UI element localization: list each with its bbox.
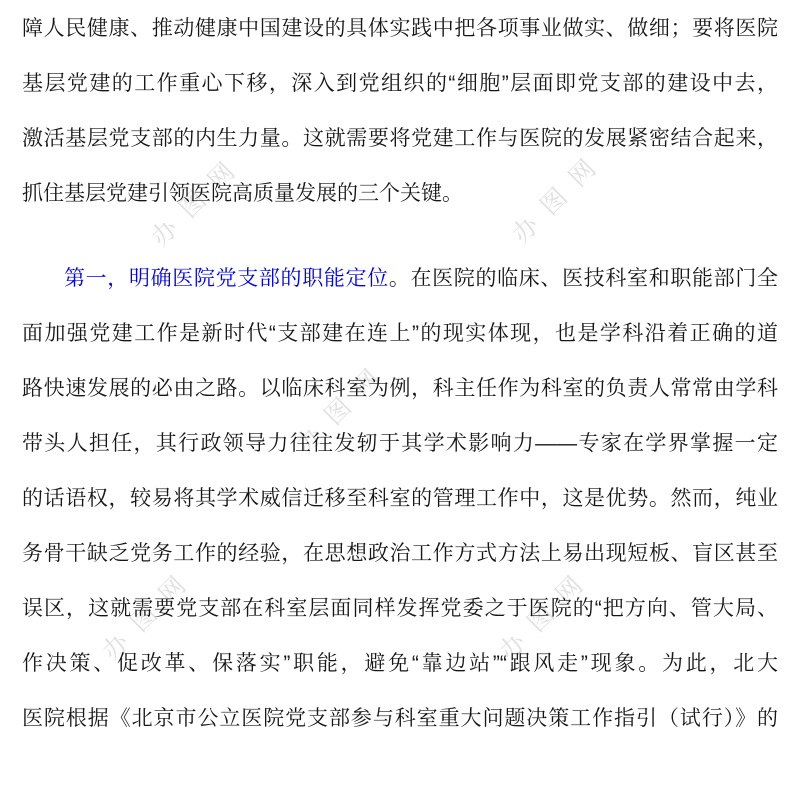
text-line: 医院根据《北京市公立医院党支部参与科室重大问题决策工作指引（试行）》的: [22, 707, 778, 730]
text-line: 基层党建的工作重心下移，深入到党组织的“细胞”层面即党支部的建设中去，: [22, 72, 778, 95]
watermark: 办图网: [494, 561, 599, 666]
text-line: 作决策、促改革、保落实”职能，避免“靠边站”“跟风走”现象。为此，北大: [22, 652, 778, 675]
text-line: 误区，这就需要党支部在科室层面同样发挥党委之于医院的“把方向、管大局、: [22, 597, 778, 620]
text-line: 的话语权，较易将其学术威信迁移至科室的管理工作中，这是优势。然而，纯业: [22, 487, 778, 510]
text-line: 面加强党建工作是新时代“支部建在连上”的现实体现，也是学科沿着正确的道: [22, 322, 778, 345]
text-line: 路快速发展的必由之路。以临床科室为例，科主任作为科室的负责人常常由学科: [22, 377, 778, 400]
paragraph-1: [22, 1, 778, 221]
document-body: [22, 1, 778, 746]
text-line: 抓住基层党建引领医院高质量发展的三个关键。: [22, 182, 463, 205]
text-line: 带头人担任，其行政领导力往往发轫于其学术影响力——专家在学界掌握一定: [22, 432, 778, 455]
text-line: 务骨干缺乏党务工作的经验，在思想政治工作方式方法上易出现短板、盲区甚至: [22, 542, 778, 565]
watermark: 办图网: [146, 147, 251, 252]
paragraph-2: [22, 251, 778, 746]
text-run: 。在医院的临床、医技科室和职能部门全: [388, 267, 778, 290]
text-line: 激活基层党支部的内生力量。这就需要将党建工作与医院的发展紧密结合起来，: [22, 127, 778, 150]
text-line: [22, 251, 778, 306]
watermark: 办图网: [97, 561, 202, 666]
text-line: 障人民健康、推动健康中国建设的具体实践中把各项事业做实、做细；要将医院: [22, 17, 778, 40]
watermark: 办图网: [507, 144, 612, 249]
watermark: 办图网: [291, 354, 396, 459]
emphasis-heading: 第一，明确医院党支部的职能定位: [64, 267, 389, 290]
